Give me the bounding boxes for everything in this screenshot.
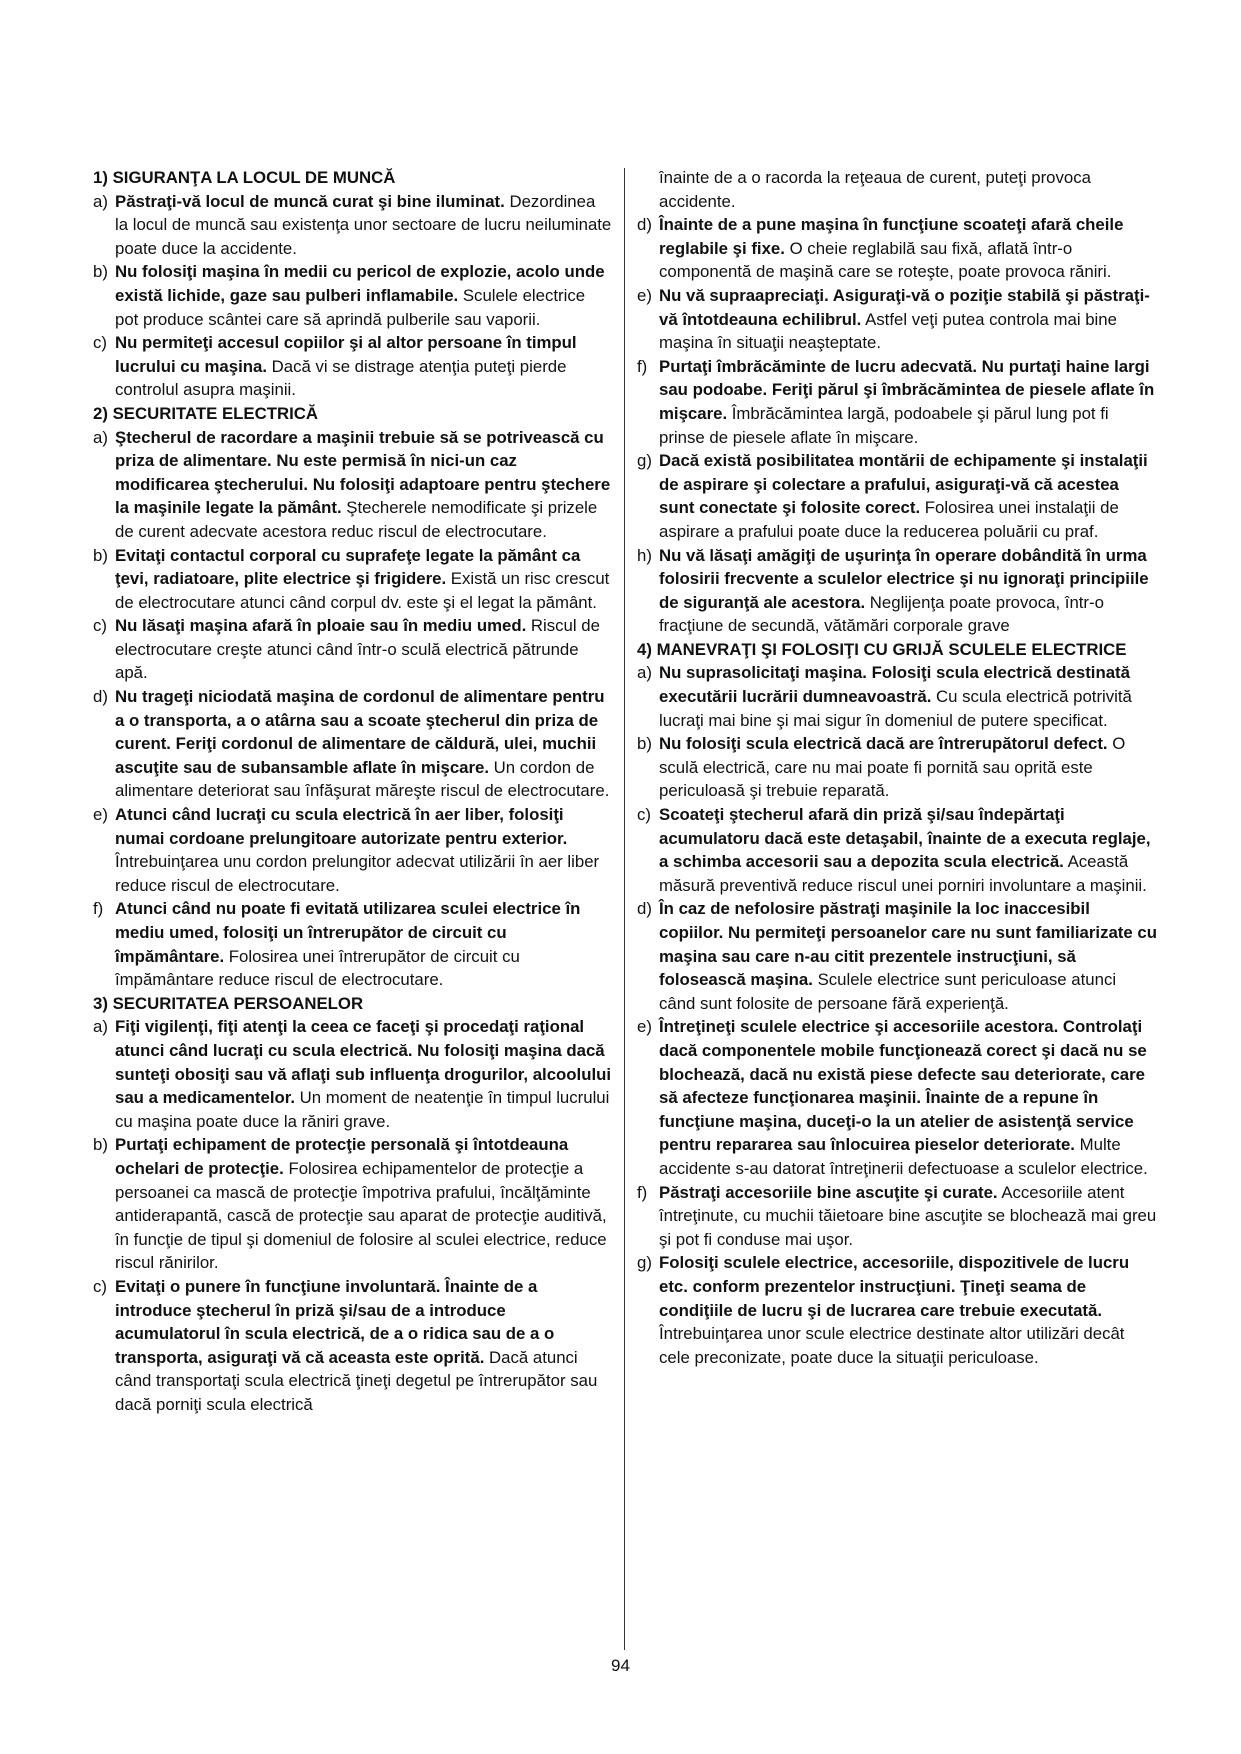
item-label: d)	[637, 215, 652, 235]
item-body-text: Riscul de electrocutare creşte atunci când într-o sculă electrică pătrunde apă.	[115, 616, 600, 683]
item-body-text: Astfel veţi putea controla mai bine maşina în situaţii neaşteptate.	[659, 309, 1117, 353]
list-item	[637, 1251, 1157, 1369]
item-body-text: O cheie reglabilă sau fixă, aflată într-o componentă de maşină care se roteşte, poate provoca răniri.	[659, 238, 1112, 282]
item-body-text: Dacă vi se distrage atenţia puteţi pierde controlul asupra maşinii.	[115, 356, 567, 400]
item-label: d)	[93, 687, 108, 707]
item-body-text: Îmbrăcămintea largă, podoabele şi părul lung pot fi prinse de piesele aflate în mişcare.	[659, 403, 1109, 447]
item-label: b)	[93, 262, 108, 282]
list-item	[93, 614, 613, 685]
section-heading: 4) MANEVRAŢI ŞI FOLOSIŢI CU GRIJĂ SCULELE ELECTRICE	[637, 639, 1127, 659]
item-body-text: Sculele electrice pot produce scântei care să aprindă pulberile sau vaporii.	[115, 285, 586, 329]
item-body-text: Un moment de neatenţie în timpul lucrului cu maşina poate duce la răniri grave.	[115, 1088, 610, 1131]
item-label: b)	[93, 1135, 108, 1155]
list-item	[93, 803, 613, 897]
item-body-text: Există un risc crescut de electrocutare atunci când corpul dv. este şi el legat la pământ.	[115, 569, 610, 612]
item-label: g)	[637, 451, 652, 471]
item-label: b)	[637, 734, 652, 754]
item-label: c)	[93, 1276, 107, 1296]
item-label: d)	[637, 899, 652, 919]
item-body-text: Întrebuinţarea unor scule electrice destinate altor utilizări decât cele preconizate, poate duce la situaţii periculoase.	[659, 1324, 1125, 1367]
list-item	[93, 1133, 613, 1275]
item-bold-text: Nu vă supraapreciaţi. Asiguraţi-vă o poziţie stabilă şi păstraţi-vă întotdeauna echilibrul.	[659, 285, 1150, 329]
item-label: f)	[637, 356, 648, 376]
list-item	[637, 544, 1157, 638]
item-body-text: Folosirea unei întrerupător de circuit cu împământare reduce riscul de electrocutare.	[115, 946, 520, 990]
list-item	[637, 661, 1157, 732]
item-bold-text: Dacă există posibilitatea montării de echipamente şi instalaţii de aspirare şi colectare a prafului, asiguraţi-vă că acestea sunt conectate şi folosite corect.	[659, 451, 1148, 518]
column-divider	[624, 168, 625, 1650]
item-label: c)	[93, 333, 107, 353]
item-body-text: Dezordinea la locul de muncă sau existenţa unor sectoare de lucru neiluminate poate duce la accidente.	[115, 191, 612, 258]
item-bold-text: Păstraţi-vă locul de muncă curat şi bine iluminat.	[115, 191, 505, 211]
item-label: a)	[93, 427, 108, 447]
item-bold-text: Evitaţi o punere în funcţiune involuntară. Înainte de a introduce ştecherul în priză şi/sau de a introduce acumulatorul în scula electrică, de a o ridica sau de a o transporta, asiguraţi vă că aceasta este oprită.	[115, 1276, 555, 1367]
list-item	[637, 284, 1157, 355]
item-label: e)	[637, 1017, 652, 1037]
right-column	[637, 166, 1157, 1369]
item-label: a)	[93, 1017, 108, 1037]
left-column	[93, 166, 613, 1416]
item-label: h)	[637, 545, 652, 565]
item-bold-text: Nu folosiţi maşina în medii cu pericol de explozie, acolo unde există lichide, gaze sau pulberi inflamabile.	[115, 262, 605, 305]
item-label: e)	[637, 285, 652, 305]
item-label: c)	[637, 805, 651, 825]
list-item	[637, 1015, 1157, 1180]
item-bold-text: Fiţi vigilenţi, fiţi atenţi la ceea ce faceţi şi procedaţi raţional atunci când lucraţi cu scula electrică. Nu folosiţi maşina dacă sunteţi obosiţi sau vă aflaţi sub influenţa drogurilor, alcoolului sau a medicamentelor.	[115, 1017, 612, 1108]
list-item	[93, 426, 613, 544]
item-bold-text: În caz de nefolosire păstraţi maşinile la loc inaccesibil copiilor. Nu permiteţi persoanelor care nu sunt familiarizate cu maşina sau care n-au citit prezentele instrucţiuni, să folosească maşina.	[659, 899, 1157, 990]
item-label: e)	[93, 805, 108, 825]
item-label: b)	[93, 545, 108, 565]
item-body-text: Dacă atunci când transportaţi scula electrică ţineţi degetul pe întrerupător sau dacă porniţi scula electrică	[115, 1347, 598, 1414]
item-bold-text: Întreţineţi sculele electrice şi accesoriile acestora. Controlaţi dacă componentele mobile funcţionează corect şi dacă nu se blochează, dacă nu există piese defecte sau deteriorate, care să afecteze funcţionarea maşinii. Înainte de a repune în funcţiune maşina, duceţi-o la un atelier de asistenţă service pentru repararea sau înlocuirea pieselor deteriorate.	[659, 1017, 1147, 1155]
item-bold-text: Nu permiteţi accesul copiilor şi al altor persoane în timpul lucrului cu maşina.	[115, 333, 577, 376]
section-heading: 1) SIGURANŢA LA LOCUL DE MUNCĂ	[93, 168, 396, 187]
list-item	[93, 544, 613, 615]
list-item	[637, 449, 1157, 543]
item-bold-text: Înainte de a pune maşina în funcţiune scoateţi afară cheile reglabile şi fixe.	[659, 215, 1124, 258]
item-bold-text: Purtaţi îmbrăcăminte de lucru adecvată. Nu purtaţi haine largi sau podoabe. Feriţi părul şi îmbrăcămintea de piesele aflate în mişcare.	[659, 356, 1155, 423]
section-heading: 3) SECURITATEA PERSOANELOR	[93, 993, 364, 1013]
list-item	[637, 213, 1157, 284]
list-item	[93, 1275, 613, 1417]
item-label: c)	[93, 616, 107, 636]
item-bold-text: Atunci când lucraţi cu scula electrică în aer liber, folosiţi numai cordoane prelungitoare autorizate pentru exterior.	[115, 805, 568, 848]
item-bold-text: Păstraţi accesoriile bine ascuţite şi curate.	[659, 1182, 998, 1202]
item-label: a)	[637, 663, 652, 683]
item-body-text: O sculă electrică, care nu mai poate fi pornită sau oprită este periculoasă şi trebuie reparată.	[659, 734, 1126, 801]
item-body-text: Accesoriile atent întreţinute, cu muchii tăietoare bine ascuţite se blochează mai greu şi pot fi conduse mai uşor.	[659, 1182, 1157, 1249]
item-bold-text: Scoateţi ştecherul afară din priză şi/sau îndepărtaţi acumulatoru dacă este detaşabil, înainte de a executa reglaje, a schimba accesorii sau a depozita scula electrică.	[659, 805, 1151, 872]
list-item	[93, 190, 613, 261]
item-bold-text: Nu suprasolicitaţi maşina. Folosiţi scula electrică destinată executării lucrării dumneavoastră.	[659, 663, 1130, 707]
page-number: 94	[611, 1656, 630, 1675]
item-bold-text: Nu trageţi niciodată maşina de cordonul de alimentare pentru a o transporta, a o atârna sau a scoate ştecherul din priza de curent. Feriţi cordonul de alimentare de căldură, ulei, muchii ascuţite sau de subansamble aflate în mişcare.	[115, 687, 605, 777]
item-bold-text: Ştecherul de racordare a maşinii trebuie să se potrivească cu priza de alimentare. Nu este permisă în nici-un caz modificarea ştecherului. Nu folosiţi adaptoare pentru ştechere la maşinile legate la pământ.	[115, 427, 611, 518]
item-body-text: Neglijenţa poate provoca, într-o fracţiune de secundă, vătămări corporale grave	[659, 592, 1104, 636]
list-item	[93, 260, 613, 331]
item-label: f)	[637, 1182, 648, 1202]
list-item	[93, 1015, 613, 1133]
list-item	[93, 897, 613, 991]
item-bold-text: Nu folosiţi scula electrică dacă are întrerupătorul defect.	[659, 734, 1108, 754]
item-bold-text: Nu vă lăsaţi amăgiţi de uşurinţa în operare dobândită în urma folosirii frecvente a sculelor electrice şi nu ignoraţi principiile de siguranţă ale acestora.	[659, 545, 1149, 612]
list-item	[637, 803, 1157, 897]
list-item	[637, 355, 1157, 449]
item-body-text: Cu scula electrică potrivită lucraţi mai bine şi mai sigur în domeniul de putere specificat.	[659, 687, 1132, 730]
item-body-text: Multe accidente s-au datorat întreţinerii defectuoase a sculelor electrice.	[659, 1135, 1148, 1178]
list-item	[637, 1181, 1157, 1252]
item-body-text: Ştecherele nemodificate şi prizele de curent adecvate acestora reduc riscul de electrocutare.	[115, 498, 598, 541]
list-item	[93, 331, 613, 402]
continued-text: înainte de a o racorda la reţeaua de curent, puteţi provoca accidente.	[659, 168, 1091, 211]
item-bold-text: Atunci când nu poate fi evitată utilizarea sculei electrice în mediu umed, folosiţi un întrerupător de circuit cu împământare.	[115, 899, 581, 966]
item-body-text: Întrebuinţarea unu cordon prelungitor adecvat utilizării în aer liber reduce riscul de electrocutare.	[115, 852, 600, 895]
list-item	[637, 897, 1157, 1015]
item-body-text: Folosirea unei instalaţii de aspirare a prafului poate duce la reducerea poluării cu praf.	[659, 498, 1119, 541]
item-bold-text: Nu lăsaţi maşina afară în ploaie sau în mediu umed.	[115, 616, 527, 636]
list-item	[93, 685, 613, 803]
item-body-text: Această măsură preventivă reduce riscul unei porniri involuntare a maşinii.	[659, 852, 1147, 895]
section-heading: 2) SECURITATE ELECTRICĂ	[93, 403, 318, 423]
item-bold-text: Purtaţi echipament de protecţie personală şi întotdeauna ochelari de protecţie.	[115, 1135, 569, 1178]
item-bold-text: Folosiţi sculele electrice, accesoriile, dispozitivele de lucru etc. conform prezentelor instrucţiuni. Ţineţi seama de condiţiile de lucru şi de lucrarea care trebuie executată.	[659, 1253, 1130, 1320]
item-label: f)	[93, 899, 104, 919]
item-body-text: Folosirea echipamentelor de protecţie a persoanei ca mască de protecţie împotriva prafului, încălţăminte antiderapantă, cască de protecţie sau aparat de protecţie auditivă, în funcţie de tipul şi domeniul de folosire al sculei electrice, reduce riscul rănirilor.	[115, 1158, 607, 1273]
item-bold-text: Evitaţi contactul corporal cu suprafeţe legate la pământ ca ţevi, radiatoare, plite electrice şi frigidere.	[115, 545, 581, 589]
list-item	[637, 732, 1157, 803]
item-body-text: Sculele electrice sunt periculoase atunci când sunt folosite de persoane fără experienţă.	[659, 970, 1117, 1013]
item-label: a)	[93, 191, 108, 211]
item-body-text: Un cordon de alimentare deteriorat sau înfăşurat măreşte riscul de electrocutare.	[115, 757, 610, 801]
item-label: g)	[637, 1253, 652, 1273]
